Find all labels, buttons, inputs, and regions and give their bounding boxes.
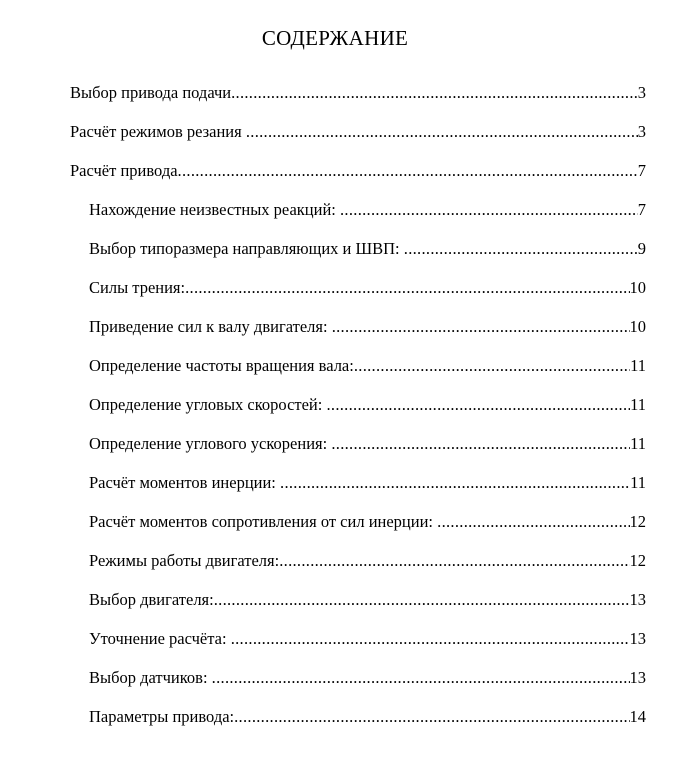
toc-entry[interactable] — [89, 275, 646, 301]
toc-page-number: 3 — [637, 122, 646, 141]
toc-page-number: 11 — [630, 356, 646, 375]
toc-page-number: 7 — [637, 161, 646, 180]
toc-dot-leader — [234, 704, 629, 730]
toc-entry-title: Определение частоты вращения вала: — [89, 356, 354, 375]
toc-page-number: 11 — [630, 473, 646, 492]
toc-dot-leader — [214, 587, 630, 613]
page-title: СОДЕРЖАНИЕ — [261, 26, 409, 50]
toc-entry-title: Выбор привода подачи — [70, 83, 232, 102]
toc-page-number: 3 — [637, 83, 646, 102]
toc-dot-leader — [212, 665, 630, 691]
toc-entry-title: Режимы работы двигателя: — [89, 551, 280, 570]
toc-entry-title: Расчёт режимов резания — [70, 122, 246, 141]
toc-entry-title: Уточнение расчёта: — [89, 629, 231, 648]
toc-entry-title: Расчёт привода — [70, 161, 178, 180]
toc-dot-leader — [185, 275, 629, 301]
toc-dot-leader — [231, 80, 638, 106]
toc-dot-leader — [437, 509, 629, 535]
toc-page-number: 13 — [629, 590, 646, 609]
toc-page-number: 12 — [629, 512, 646, 531]
toc-dot-leader — [331, 431, 630, 457]
toc-entry[interactable] — [70, 119, 646, 145]
toc-entry[interactable] — [89, 392, 646, 418]
toc-dot-leader — [404, 236, 638, 262]
toc-entry[interactable] — [89, 353, 646, 379]
toc-page-number: 13 — [629, 629, 646, 648]
toc-dot-leader — [354, 353, 630, 379]
toc-dot-leader — [332, 314, 630, 340]
toc-entry-title: Расчёт моментов инерции: — [89, 473, 281, 492]
toc-entry[interactable] — [89, 314, 646, 340]
toc-entry-title: Параметры привода: — [89, 707, 235, 726]
toc-entry[interactable] — [89, 197, 646, 223]
toc-page-number: 10 — [629, 278, 646, 297]
toc-dot-leader — [231, 626, 630, 652]
toc-dot-leader — [280, 470, 630, 496]
toc-entry-title: Силы трения: — [89, 278, 186, 297]
toc-entry-title: Выбор типоразмера направляющих и ШВП: — [89, 239, 404, 258]
toc-entry[interactable] — [89, 470, 646, 496]
toc-entry-title: Нахождение неизвестных реакций: — [89, 200, 340, 219]
toc-dot-leader — [279, 548, 629, 574]
toc-entry-title: Расчёт моментов сопротивления от сил инерции: — [89, 512, 438, 531]
toc-entry-title: Выбор датчиков: — [89, 668, 212, 687]
toc-page-number: 9 — [637, 239, 646, 258]
toc-entry[interactable] — [89, 431, 646, 457]
toc-page-number: 11 — [630, 395, 646, 414]
toc-page-number: 13 — [629, 668, 646, 687]
toc-entry-title: Выбор двигателя: — [89, 590, 214, 609]
toc-entry[interactable] — [70, 158, 646, 184]
toc-page-number: 14 — [629, 707, 646, 726]
toc-entry[interactable] — [89, 548, 646, 574]
toc-dot-leader — [326, 392, 630, 418]
toc-entry[interactable] — [89, 704, 646, 730]
toc-entry-title: Определение углового ускорения: — [89, 434, 332, 453]
toc-dot-leader — [246, 119, 638, 145]
toc-entry[interactable] — [89, 587, 646, 613]
toc-entry[interactable] — [89, 626, 646, 652]
toc-dot-leader — [178, 158, 638, 184]
toc-dot-leader — [340, 197, 638, 223]
toc-entry[interactable] — [89, 236, 646, 262]
toc-entry[interactable] — [89, 509, 646, 535]
toc-entry-title: Определение угловых скоростей: — [89, 395, 327, 414]
toc-page-number: 12 — [629, 551, 646, 570]
toc-page-number: 7 — [637, 200, 646, 219]
toc-entry[interactable] — [89, 665, 646, 691]
toc-page-number: 10 — [629, 317, 646, 336]
toc-page-number: 11 — [630, 434, 646, 453]
toc-entry-title: Приведение сил к валу двигателя: — [89, 317, 332, 336]
toc-entry[interactable] — [70, 80, 646, 106]
